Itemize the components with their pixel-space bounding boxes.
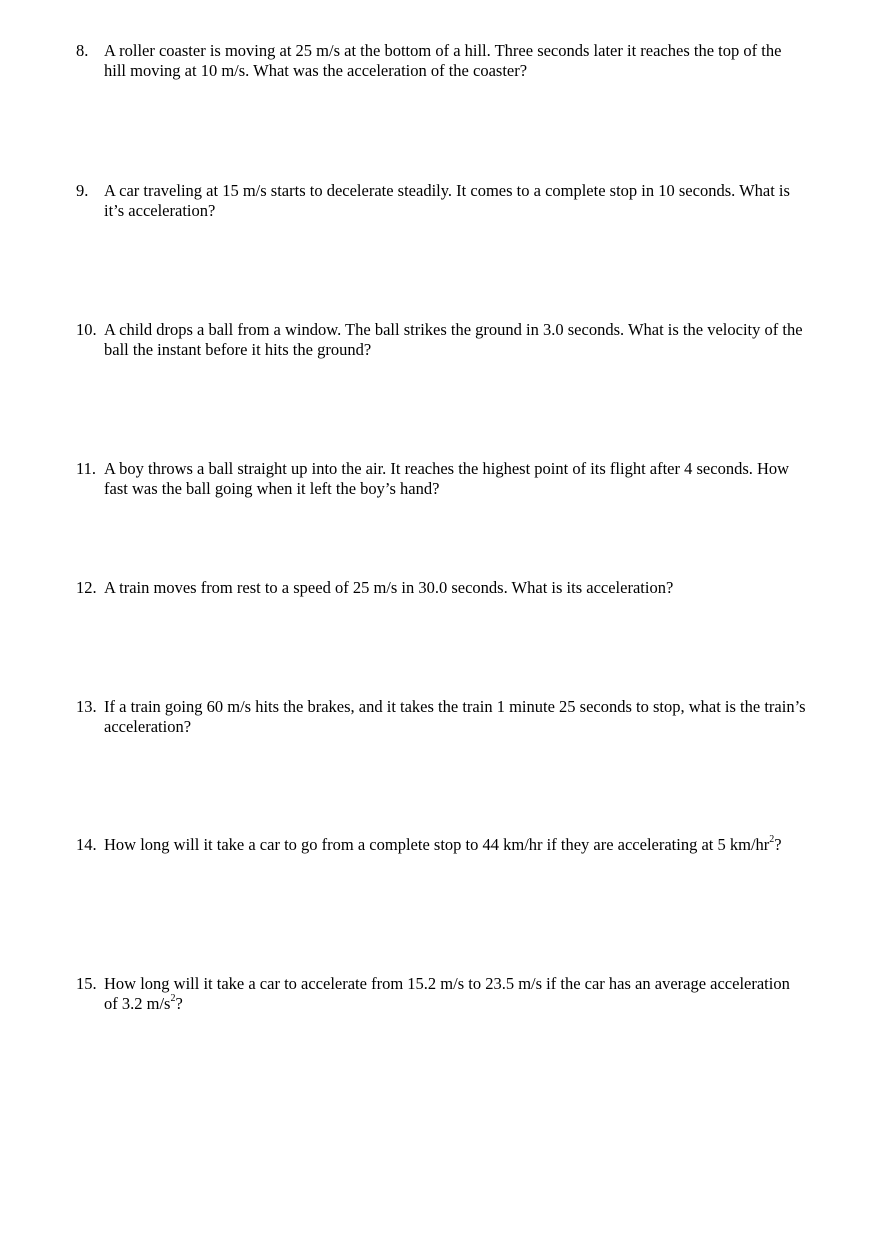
question-text-wrapper — [104, 835, 806, 855]
question-suffix: ? — [774, 835, 782, 854]
question-14 — [76, 835, 806, 855]
question-number: 15. — [76, 974, 97, 993]
question-number: 13. — [76, 697, 97, 716]
question-text: If a train going 60 m/s hits the brakes, and it takes the train 1 minute 25 seconds to stop, what is the train’s acceleration? — [104, 697, 806, 736]
question-text: How long will it take a car to go from a complete stop to 44 km/hr if they are accelerating at 5 km/hr — [104, 835, 770, 854]
question-text: A train moves from rest to a speed of 25 m/s in 30.0 seconds. What is its acceleration? — [104, 578, 674, 597]
question-text: How long will it take a car to accelerate from 15.2 m/s to 23.5 m/s if the car has an average acceleration of 3.2 m/s — [104, 974, 790, 1013]
superscript-exponent: 2 — [170, 992, 176, 1004]
question-text: A child drops a ball from a window. The ball strikes the ground in 3.0 seconds. What is the velocity of the ball the instant before it hits the ground? — [104, 320, 803, 359]
question-13 — [76, 697, 806, 737]
question-number: 9. — [76, 181, 89, 200]
question-15 — [76, 974, 806, 1014]
question-number: 10. — [76, 320, 97, 339]
question-number: 8. — [76, 41, 89, 60]
superscript-exponent: 2 — [769, 833, 775, 845]
question-10 — [76, 320, 806, 360]
question-8 — [76, 41, 806, 81]
question-text: A car traveling at 15 m/s starts to decelerate steadily. It comes to a complete stop in 10 seconds. What is it’s acceleration? — [104, 181, 790, 220]
question-number: 12. — [76, 578, 97, 597]
question-9 — [76, 181, 806, 221]
question-12 — [76, 578, 806, 598]
question-11 — [76, 459, 806, 499]
question-text: A boy throws a ball straight up into the air. It reaches the highest point of its flight after 4 seconds. How fast was the ball going when it left the boy’s hand? — [104, 459, 790, 498]
question-text: A roller coaster is moving at 25 m/s at the bottom of a hill. Three seconds later it reaches the top of the hill moving at 10 m/s. What was the acceleration of the coaster? — [104, 41, 782, 80]
question-text-wrapper — [104, 974, 806, 1014]
question-number: 11. — [76, 459, 97, 478]
question-number: 14. — [76, 835, 97, 854]
question-suffix: ? — [175, 994, 183, 1013]
